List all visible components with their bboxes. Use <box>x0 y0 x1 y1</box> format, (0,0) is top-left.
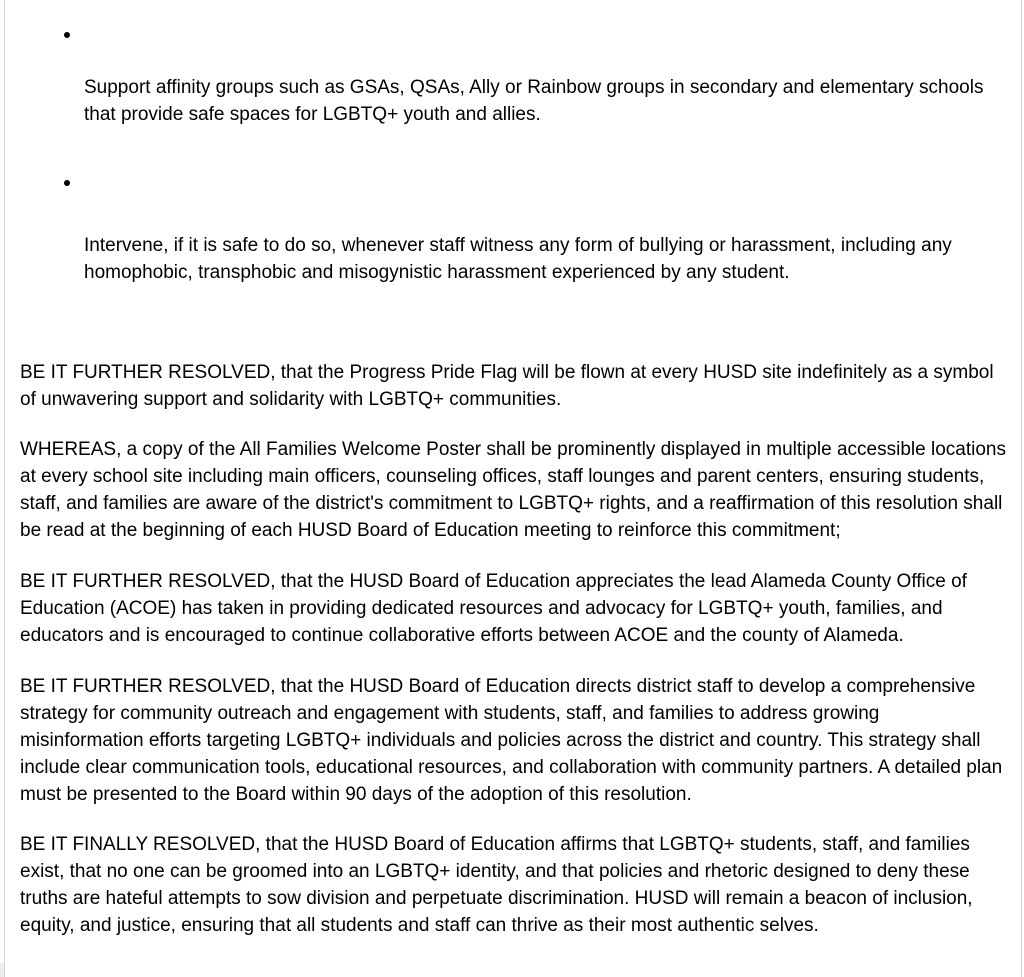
page-right-border <box>1021 0 1022 977</box>
bullet-intervene-bullying: Intervene, if it is safe to do so, whenever staff witness any form of bullying or harassment, including any homophobic, transphobic and misogynistic harassment experienced by any student. <box>84 235 952 283</box>
paragraph-final-affirmation-resolution: BE IT FINALLY RESOLVED, that the HUSD Board of Education affirms that LGBTQ+ students, staff, and families exist, that no one can be groomed into an LGBTQ+ identity, and that policies and rhetoric designed to deny these truths are hateful attempts to sow division and perpetuate discrimination. HUSD will remain a beacon of inclusion, equity, and justice, ensuring that all students and staff can thrive as their most authentic selves. <box>20 834 973 936</box>
bullet-marker-icon <box>64 180 70 186</box>
page-left-border <box>4 0 5 977</box>
bottom-left-edge-patch <box>0 963 4 977</box>
paragraph-welcome-poster-whereas: WHEREAS, a copy of the All Families Welcome Poster shall be prominently displayed in multiple accessible locations at every school site including main officers, counseling offices, staff lounges and parent centers, ensuring students, staff, and families are aware of the district's commitment to LGBTQ+ rights, and a reaffirmation of this resolution shall be read at the beginning of each HUSD Board of Education meeting to reinforce this commitment; <box>20 439 1006 541</box>
bullet-support-affinity-groups: Support affinity groups such as GSAs, QSAs, Ally or Rainbow groups in secondary and elementary schools that provide safe spaces for LGBTQ+ youth and allies. <box>84 77 984 125</box>
paragraph-pride-flag-resolution: BE IT FURTHER RESOLVED, that the Progress Pride Flag will be flown at every HUSD site indefinitely as a symbol of unwavering support and solidarity with LGBTQ+ communities. <box>20 362 994 410</box>
paragraph-outreach-strategy-resolution: BE IT FURTHER RESOLVED, that the HUSD Board of Education directs district staff to develop a comprehensive strategy for community outreach and engagement with students, staff, and families to address growing misinformation efforts targeting LGBTQ+ individuals and policies across the district and country. This strategy shall include clear communication tools, educational resources, and collaboration with community partners. A detailed plan must be presented to the Board within 90 days of the adoption of this resolution. <box>20 676 1003 805</box>
paragraph-acoe-resolution: BE IT FURTHER RESOLVED, that the HUSD Board of Education appreciates the lead Alameda County Office of Education (ACOE) has taken in providing dedicated resources and advocacy for LGBTQ+ youth, families, and educators and is encouraged to continue collaborative efforts between ACOE and the county of Alameda. <box>20 571 967 646</box>
bullet-marker-icon <box>64 32 70 38</box>
